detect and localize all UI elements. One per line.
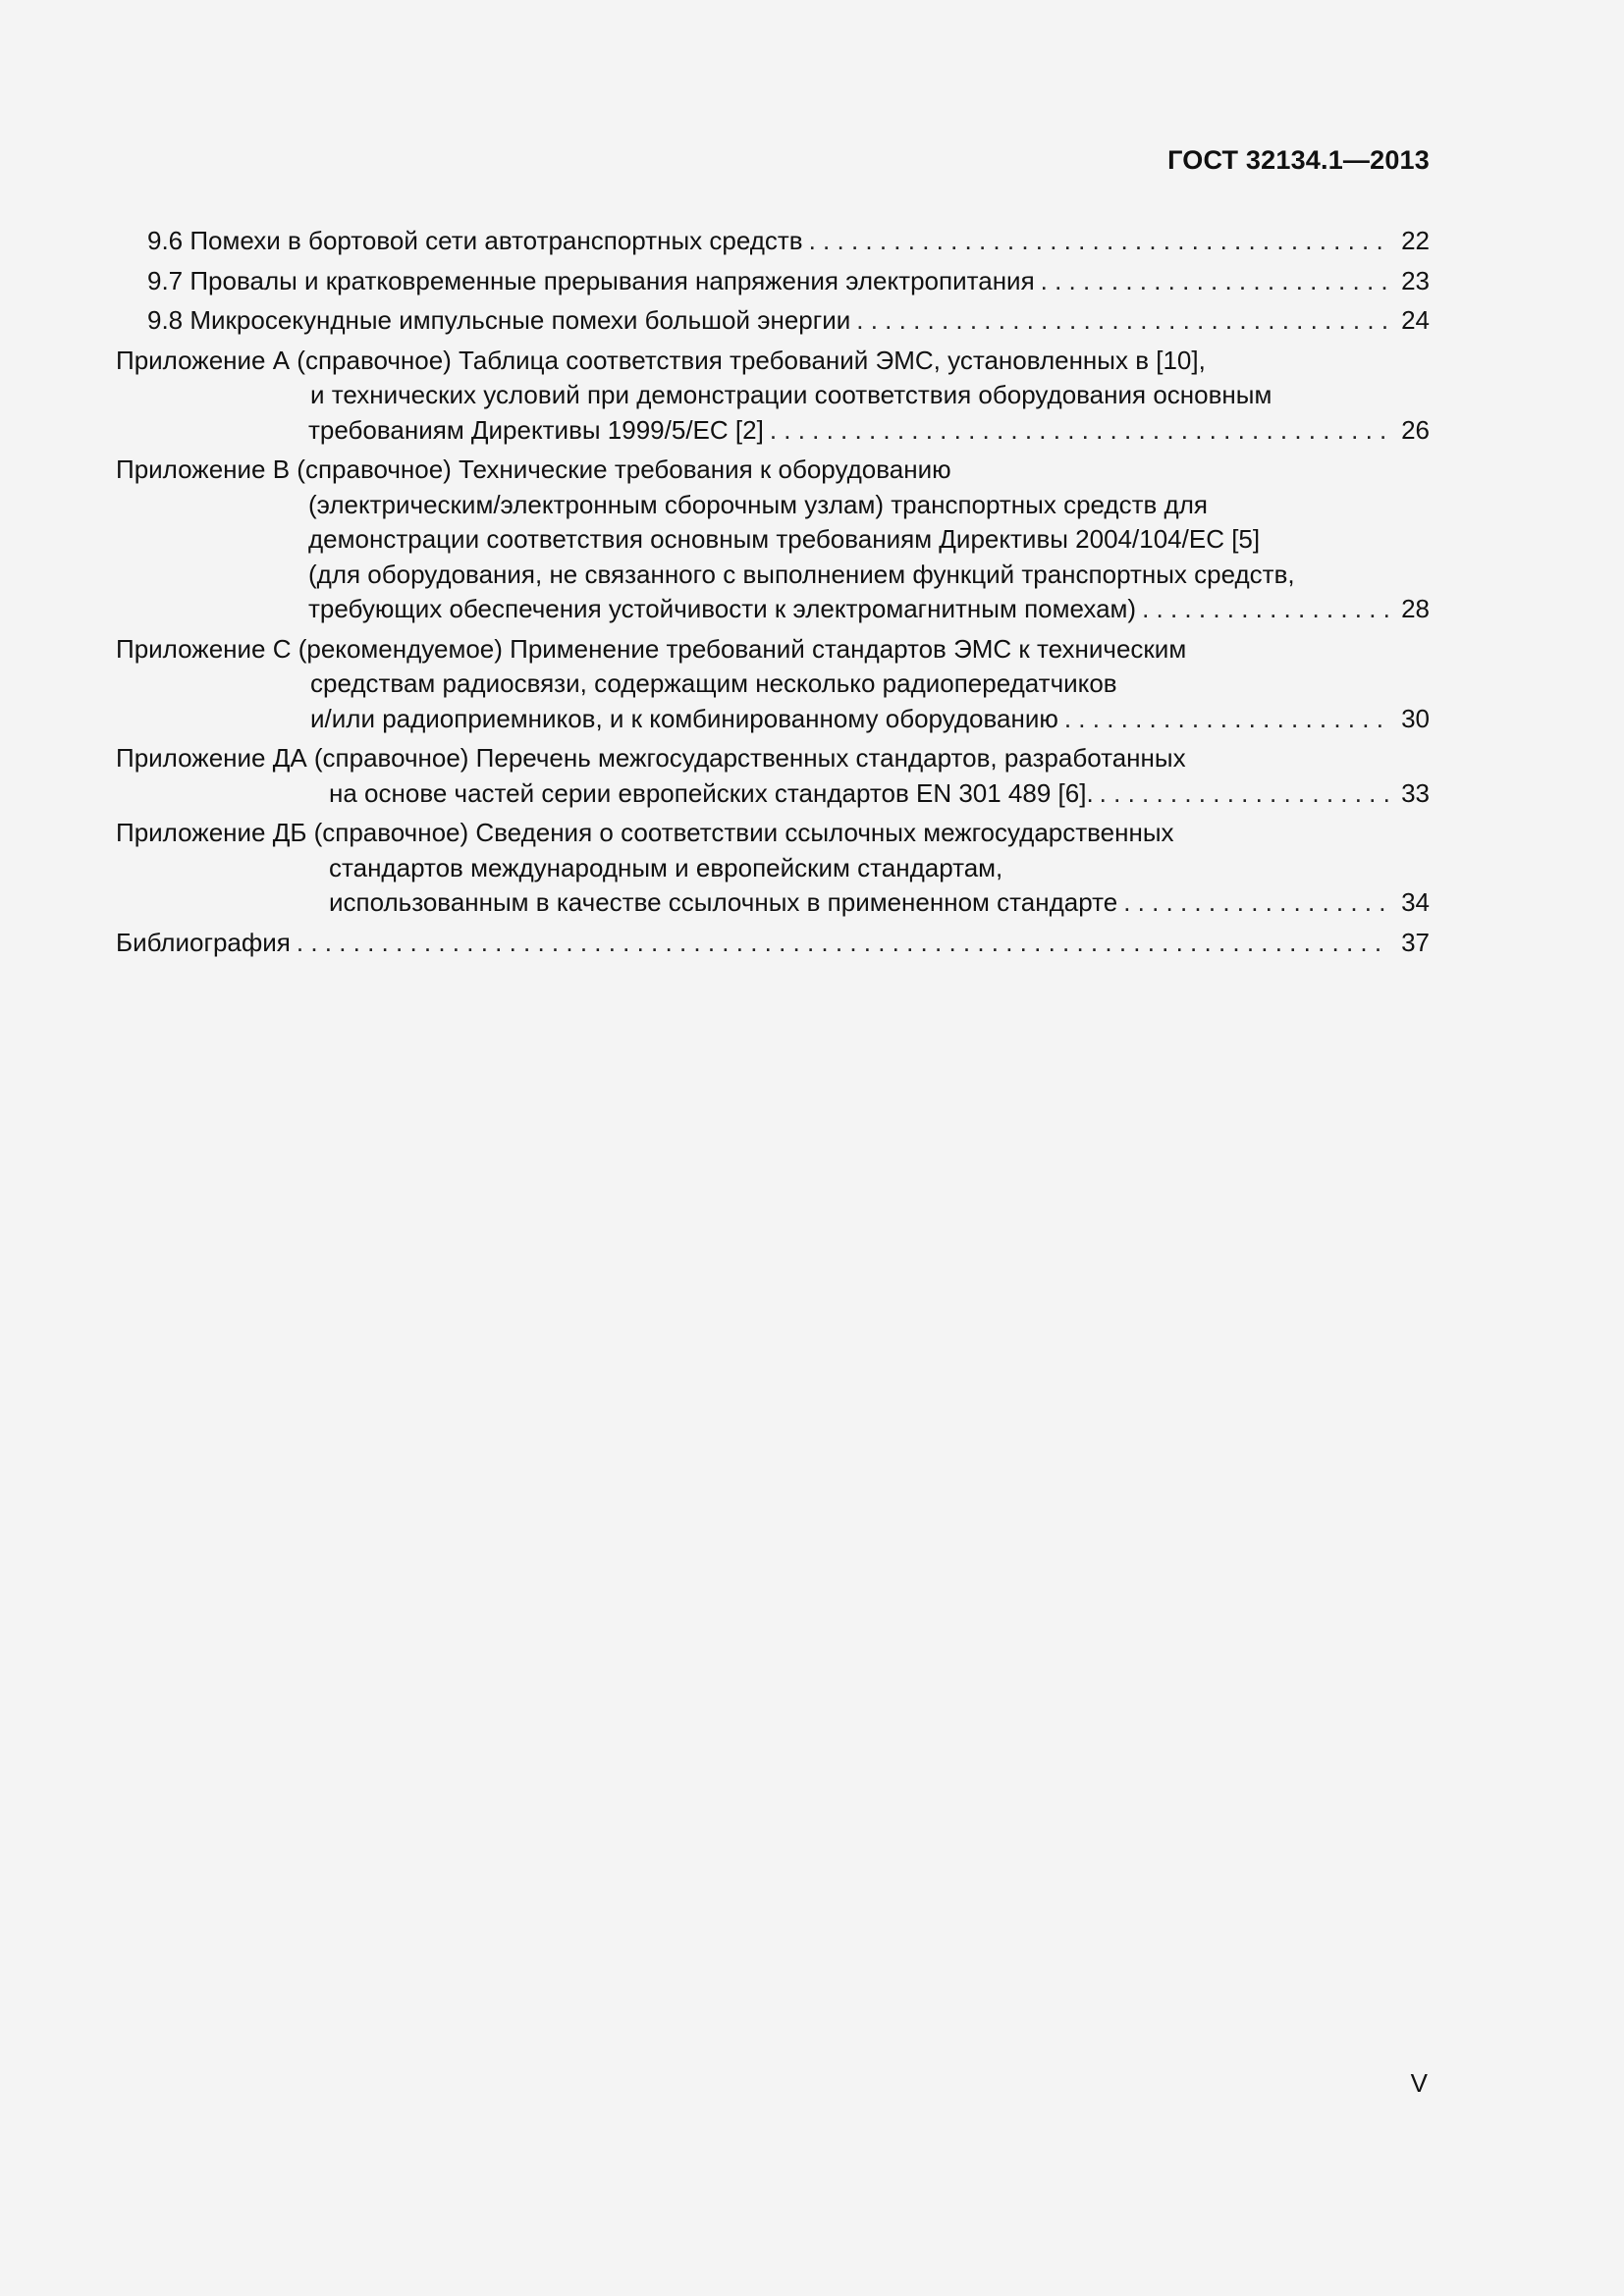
dot-leader (809, 224, 1390, 259)
toc-page-number: 22 (1401, 226, 1430, 255)
toc-entry-title: Библиография (116, 927, 291, 957)
toc-page-number: 23 (1401, 265, 1430, 295)
toc-entry-title: Приложение А (справочное) Таблица соответствия требований ЭМС, установленных в [10], (116, 345, 1206, 375)
dot-leader (1064, 702, 1390, 737)
toc-entry-continuation: на основе частей серии европейских стандартов EN 301 489 [6]. (329, 777, 1094, 808)
toc-entry-title: Приложение ДБ (справочное) Сведения о соответствии ссылочных межгосударственных (116, 818, 1174, 847)
dot-leader (1142, 592, 1390, 627)
toc-entry-appendix-c[interactable] (116, 632, 1430, 737)
toc-entry-9-8[interactable] (116, 303, 1430, 339)
toc-entry-appendix-a[interactable] (116, 344, 1430, 449)
dot-leader (297, 926, 1390, 961)
toc-entry-title: Приложение С (рекомендуемое) Применение требований стандартов ЭМС к техническим (116, 633, 1187, 664)
toc-page-number: 30 (1401, 703, 1430, 733)
dot-leader (1100, 776, 1390, 812)
page-number: V (1410, 2068, 1428, 2098)
toc-entry-appendix-b[interactable] (116, 453, 1430, 627)
toc-entry-9-7[interactable] (116, 264, 1430, 299)
toc-entry-continuation: требованиям Директивы 1999/5/ЕС [2] (308, 414, 764, 445)
dot-leader (1041, 264, 1390, 299)
toc-entry-continuation: требующих обеспечения устойчивости к электромагнитным помехам) (308, 594, 1137, 623)
toc-page-number: 34 (1401, 887, 1430, 917)
toc-entry-appendix-db[interactable] (116, 816, 1430, 921)
toc-entry-continuation: и/или радиоприемников, и к комбинированному оборудованию (310, 703, 1058, 733)
toc-entry-title: 9.7 Провалы и кратковременные прерывания напряжения электропитания (147, 265, 1035, 295)
table-of-contents (116, 224, 1430, 965)
toc-entry-continuation: (электрическим/электронным сборочным узлам) транспортных средств для (308, 489, 1208, 519)
toc-entry-9-6[interactable] (116, 224, 1430, 259)
toc-page-number: 28 (1401, 594, 1430, 623)
toc-entry-continuation: демонстрации соответствия основным требованиям Директивы 2004/104/ЕС [5] (308, 524, 1261, 554)
toc-entry-continuation: (для оборудования, не связанного с выполнением функций транспортных средств, (308, 559, 1295, 589)
toc-entry-title: Приложение ДА (справочное) Перечень межгосударственных стандартов, разработанных (116, 743, 1186, 773)
toc-entry-title: 9.8 Микросекундные импульсные помехи большой энергии (147, 305, 851, 335)
toc-entry-continuation: и технических условий при демонстрации соответствия оборудования основным (310, 380, 1272, 409)
toc-page-number: 33 (1401, 777, 1430, 808)
document-code: ГОСТ 32134.1—2013 (1167, 145, 1430, 175)
toc-page-number: 24 (1401, 305, 1430, 335)
dot-leader (1123, 885, 1390, 921)
toc-page-number: 37 (1401, 927, 1430, 957)
toc-entry-title: Приложение В (справочное) Технические требования к оборудованию (116, 454, 951, 484)
toc-page-number: 26 (1401, 414, 1430, 445)
dot-leader (856, 303, 1390, 339)
toc-entry-bibliography[interactable] (116, 926, 1430, 961)
toc-entry-continuation: стандартов международным и европейским стандартам, (329, 852, 1003, 882)
toc-entry-title: 9.6 Помехи в бортовой сети автотранспортных средств (147, 226, 803, 255)
toc-entry-continuation: использованным в качестве ссылочных в примененном стандарте (329, 887, 1118, 917)
toc-entry-continuation: средствам радиосвязи, содержащим несколько радиопередатчиков (310, 668, 1117, 698)
toc-entry-appendix-da[interactable] (116, 741, 1430, 811)
dot-leader (770, 413, 1390, 449)
